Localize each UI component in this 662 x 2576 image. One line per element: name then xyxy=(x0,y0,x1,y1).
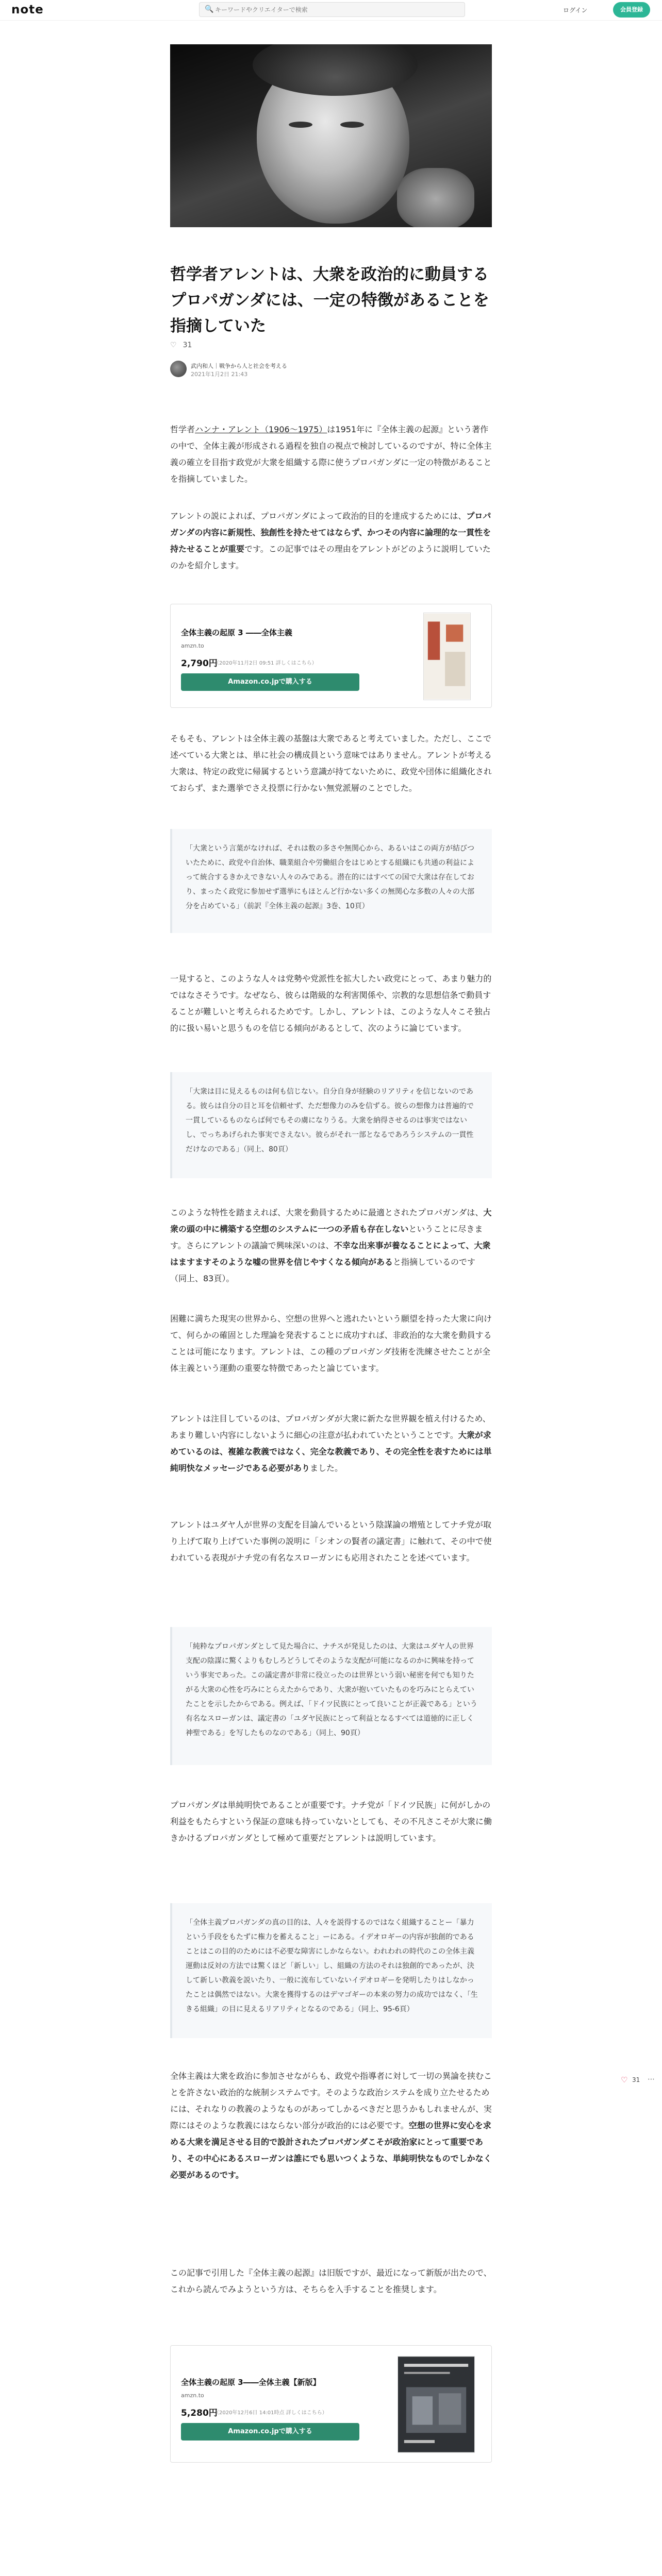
paragraph: アレントはユダヤ人が世界の支配を目論んでいるという陰謀論の増殖としてナチ党が取り上げて取り上げていた事例の説明に「シオンの賢者の議定書」に触れて、その中で使われている表現がナチ党の有名なスローガンにも応用されたことを述べています。 xyxy=(170,1520,492,1563)
paragraph xyxy=(170,421,492,487)
paragraph-text: アレントは注目しているのは、プロパガンダが大衆に新たな世界観を植え付けるため、あまり難しい内容にしないように細心の注意が払われていたということです。 xyxy=(170,1414,491,1440)
site-header xyxy=(0,0,662,21)
paragraph: そもそも、アレントは全体主義の基盤は大衆であると考えていました。ただし、ここで述べている大衆とは、単に社会の構成員という意味ではありません。アレントが考える大衆は、特定の政党に帰属するという意識が持てないために、政党や団体に組織化されておらず、また選挙でさえ投票に行かない無党派層のことでした。 xyxy=(170,734,492,793)
emphasis-text: 大衆が求めているのは、複雑な教義ではなく、完全な教義であり、その完全性を表すためには単純明快なメッセージである必要があり xyxy=(170,1430,492,1473)
paragraph xyxy=(170,1205,492,1287)
book-price: 2,790円 xyxy=(181,658,218,669)
blockquote: 「大衆という言葉がなければ、それは数の多さや無関心から、あるいはこの両方が結びついたために、政党や自治体、職業組合や労働組合をはじめとする組織にも共通の利益によって統合するきかえできない人々のみである。潜在的にはすべての国で大衆は存在しており、まったく政党に参加せず選挙にもほとんど行かない多くの無関心な多数の人々の大部分を占めている」（前訳『全体主義の起源』3巻、10頁） xyxy=(170,829,492,933)
login-button[interactable]: ログイン xyxy=(563,7,588,14)
amazon-buy-button[interactable]: Amazon.co.jpで購入する xyxy=(181,2423,359,2441)
emphasis-text: 空想の世界に安心を求める大衆を満足させる目的で設計されたプロパガンダこそが政治家にとって重要であり、その中心にあるスローガンは誰にでも思いつくような、単純明快なものでしかなく必要があるのです。 xyxy=(170,2121,492,2180)
heart-icon[interactable]: ♡ xyxy=(621,2075,628,2084)
like-count: 31 xyxy=(632,2076,640,2083)
signup-button[interactable]: 会員登録 xyxy=(613,2,650,18)
blockquote: 「純粋なプロパガンダとして見た場合に、ナチスが発見したのは、大衆はユダヤ人の世界支配の陰謀に驚くよりもむしろどうしてそのような支配が可能になるのかに興味を持っていう事実であった。この議定書が非常に役立ったのは世界という弱い秘密を何でも知りたがる大衆の心性を巧みにとらえたからであり、大衆が抱いていたものを巧みにとらえていたことを示したからである。例えば、「ドイツ民族にとって良いことが正義である」という有名なスローガンは、議定書の「ユダヤ民族にとって利益となるすべては道徳的に正しく神聖である」を写したものなのである」（同上、90頁） xyxy=(170,1627,492,1765)
search-input[interactable] xyxy=(215,4,457,15)
paragraph-text: は1951年に『全体主義の起源』という著作の中で、全体主義が形成される過程を独自の視点で検討しているのですが、特に全体主義の確立を目指す政党が大衆を組織する際に使うプロパガンダに一定の特徴があることを指摘していました。 xyxy=(170,425,492,484)
book-card[interactable] xyxy=(170,604,492,708)
paragraph-text: 哲学者 xyxy=(170,425,195,434)
article-title: 哲学者アレントは、大衆を政治的に動員するプロパガンダには、一定の特徴があることを指摘していた xyxy=(170,265,489,335)
book-source: amzn.to xyxy=(181,2392,204,2399)
search-icon: 🔍 xyxy=(205,5,214,13)
paragraph-text: アレントの説によれば、プロパガンダによって政治的目的を達成するためには、 xyxy=(170,511,467,521)
paragraph-text: 全体主義は大衆を政治に参加させながらも、政党や指導者に対して一切の異論を挟むことを許さない政治的な統制システムです。そのような政治システムを成り立たせるためには、それなりの教義のようなものがあってしかるべきだと思うかもしれませんが、実際にはそのような教義にはならない部分が政治的には必要です。 xyxy=(170,2071,492,2130)
book-title[interactable]: 全体主義の起原 3――全体主義【新版】 xyxy=(181,2378,321,2387)
paragraph: プロパガンダは単純明快であることが重要です。ナチ党が「ドイツ民族」に何がしかの利益をもたらすという保証の意味も持っていないとしても、その不凡さこそが大衆に働きかけるプロパガンダとして極めて重要だとアレントは説明しています。 xyxy=(170,1800,492,1843)
paragraph xyxy=(170,2068,492,2183)
book-price: 5,280円 xyxy=(181,2408,218,2418)
note-logo[interactable]: note xyxy=(11,3,44,16)
hero-eye xyxy=(289,122,312,128)
author-link[interactable]: ハンナ・アレント（1906〜1975） xyxy=(195,425,327,434)
paragraph xyxy=(170,508,492,574)
blockquote: 「大衆は目に見えるものは何も信じない。自分自身が経験のリアリティを信じないのである。彼らは自分の目と耳を信頼せず、ただ想像力のみを信ずる。彼らの想像力は普遍的で一貫しているものならば何でもその虜になりうる。大衆を納得させるのは事実ではないし、でっちあげられた事実でさえない。彼らがそれ一部となるであろうシステムの一貫性だけなのである」（同上、80頁） xyxy=(170,1072,492,1178)
author-name[interactable]: 武内和人｜戦争から人と社会を考える xyxy=(191,363,287,369)
blockquote: 「全体主義プロパガンダの真の目的は、人々を説得するのではなく組織することー「暴力という手段をもたずに権力を蓄えること」ーにある。イデオロギーの内容が独創的であることはこの目的のためには不必要な障害にしかならない。われわれの時代のこの全体主義運動は反対の方法では驚くほど「新しい」し、組織の方法のそれは独創的であったが、決して新しい教義を説いたり、一般に流布していないイデオロギーを発明したりはしなかったことは偶然ではない。大衆を獲得するのはデマゴギーの本来の努力の成功ではなく、「生きる組織」の目に見えるリアリティとなるのである」（同上、95-6頁） xyxy=(170,1903,492,2038)
hero-image xyxy=(170,44,492,227)
paragraph-text: ました。 xyxy=(310,1463,343,1473)
book-price-date: （2020年12月6日 14:01時点 詳しくはこちら） xyxy=(214,2410,327,2416)
paragraph-text: このような特性を踏まえれば、大衆を動員するために最適とされたプロパガンダは、 xyxy=(170,1208,484,1217)
floating-actions xyxy=(621,2075,657,2086)
emphasis-text: 不幸な出来事が養なることによって、大衆はますますそのような嘘の世界を信じやすくなる傾向がある xyxy=(170,1241,491,1267)
hero-hand xyxy=(397,168,474,227)
paragraph-text: です。この記事ではその理由をアレントがどのように説明していたのかを紹介します。 xyxy=(170,544,491,570)
hero-eye xyxy=(340,122,364,128)
avatar[interactable] xyxy=(170,361,187,377)
paragraph: 困難に満ちた現実の世界から、空想の世界へと逃れたいという願望を持った大衆に向けて、何らかの確固とした理論を発表することに成功すれば、非政治的な大衆を動員することは可能になります。アレントは、この種のプロパガンダ技術を洗練させたことが全体主義という運動の重要な特徴であったと論じています。 xyxy=(170,1314,492,1373)
paragraph: この記事で引用した『全体主義の起源』は旧版ですが、最近になって新版が出たので、これから読んでみようという方は、そちらを入手することを推奨します。 xyxy=(170,2268,492,2294)
heart-outline-icon[interactable]: ♡ xyxy=(170,341,177,349)
book-card[interactable] xyxy=(170,2345,492,2463)
book-price-date: （2020年11月2日 09:51 詳しくはこちら） xyxy=(214,660,317,666)
paragraph: 一見すると、このような人々は党勢や党派性を拡大したい政党にとって、あまり魅力的ではなさそうです。なぜなら、彼らは階級的な利害関係や、宗教的な思想信条で動員することが難しいと考えられるためです。しかし、アレントは、このような人々こそ独占的に扱い易いと思うものを信じる傾向があるとして、次のように論じています。 xyxy=(170,974,492,1033)
emphasis-text: プロパガンダの内容に新規性、独創性を持たせてはならず、かつその内容に論理的な一貫性を持たせることが重要 xyxy=(170,511,491,554)
book-source: amzn.to xyxy=(181,642,204,649)
book-cover-image[interactable] xyxy=(423,613,471,700)
book-title[interactable]: 全体主義の起原 3 ――全体主義 xyxy=(181,628,292,637)
more-icon[interactable]: ⋯ xyxy=(648,2075,655,2083)
paragraph-text: と指摘しているのです（同上、83頁）。 xyxy=(170,1257,476,1283)
paragraph xyxy=(170,1411,492,1477)
search-box[interactable] xyxy=(199,2,465,17)
like-summary[interactable] xyxy=(170,341,192,349)
publish-date: 2021年1月2日 21:43 xyxy=(191,371,248,378)
amazon-buy-button[interactable]: Amazon.co.jpで購入する xyxy=(181,673,359,691)
like-count: 31 xyxy=(183,341,192,349)
emphasis-text: 大衆の頭の中に構築する空想のシステムに一つの矛盾も存在しない xyxy=(170,1208,492,1234)
paragraph-text: ということに尽きます。さらにアレントの議論で興味深いのは、 xyxy=(170,1224,483,1250)
book-cover-image[interactable] xyxy=(398,2356,475,2453)
